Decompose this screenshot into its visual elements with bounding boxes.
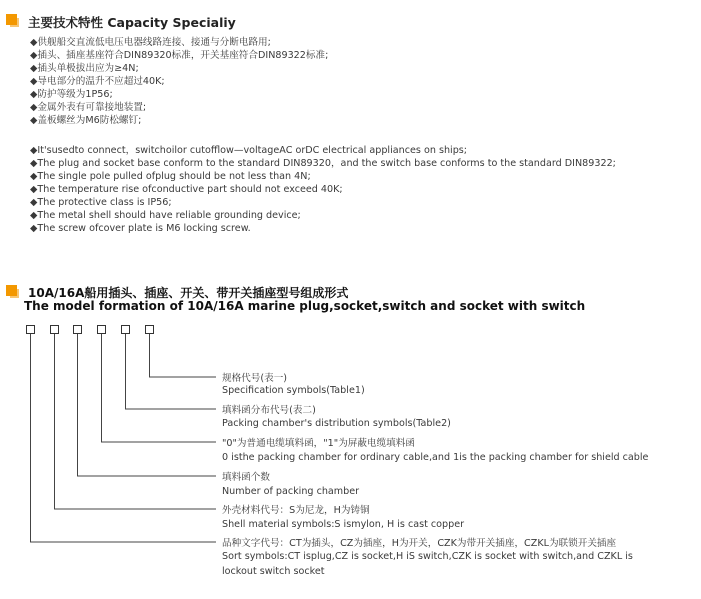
bullet-en-5: ◆The protective class is IP56; (30, 197, 172, 208)
bullet-en-4: ◆The temperature rise ofconductive part should not exceed 40K; (30, 184, 343, 195)
bullet-cn-5: ◆防护等级为1P56; (30, 89, 113, 100)
label-sort-cn: 品种文字代号：CT为插头，CZ为插座，H为开关，CZK为带开关插座，CZKL为联锁开关插座 (222, 538, 617, 549)
bullet-en-7: ◆The screw ofcover plate is M6 locking screw. (30, 223, 251, 234)
label-chamber-type-en: 0 isthe packing chamber for ordinary cable,and 1is the packing chamber for shield cable (222, 452, 649, 463)
label-spec-cn: 规格代号(表一) (222, 373, 288, 384)
label-chamber-type-cn: "0"为普通电缆填料函，"1"为屏蔽电缆填料函 (222, 438, 415, 449)
bullet-cn-4: ◆导电部分的温升不应超过40K; (30, 76, 165, 87)
bullet-en-6: ◆The metal shell should have reliable grounding device; (30, 210, 301, 221)
label-distribution-cn: 填料函分布代号(表二) (222, 405, 316, 416)
label-chamber-count-cn: 填料函个数 (222, 472, 270, 483)
label-shell-en: Shell material symbols:S ismylon, H is cast copper (222, 519, 465, 530)
bullet-cn-7: ◆盖板螺丝为M6防松螺钉; (30, 115, 142, 126)
label-chamber-count-en: Number of packing chamber (222, 486, 360, 497)
bullet-cn-1: ◆供舰船交直流低电压电器线路连接、接通与分断电路用; (30, 37, 271, 48)
section2-title-cn: 10A/16A船用插头、插座、开关、带开关插座型号组成形式 (28, 286, 349, 300)
bullet-en-1: ◆It'susedto connect，switchoilor cutofflow—voltageAC orDC electrical appliances on ships; (30, 145, 468, 156)
bullet-en-3: ◆The single pole pulled ofplug should be not less than 4N; (30, 171, 311, 182)
bullet-cn-3: ◆插头单极拔出应为≥4N; (30, 63, 139, 74)
label-sort-en: Sort symbols:CT isplug,CZ is socket,H iS switch,CZK is socket with switch,and CZKL is (222, 551, 633, 562)
label-distribution-en: Packing chamber's distribution symbols(Table2) (222, 418, 451, 429)
section1-title: 主要技术特性 Capacity Specialiy (28, 15, 236, 30)
label-shell-cn: 外壳材料代号：S为尼龙，H为铸铜 (222, 505, 370, 516)
bullet-en-2: ◆The plug and socket base conform to the standard DIN89320，and the switch base conforms to the standard DIN89322; (30, 158, 616, 169)
bullet-cn-6: ◆金属外表有可靠接地装置; (30, 102, 147, 113)
bullet-cn-2: ◆插头、插座基座符合DIN89320标准，开关基座符合DIN89322标准; (30, 50, 329, 61)
label-spec-en: Specification symbols(Table1) (222, 385, 365, 396)
section2-title-en: The model formation of 10A/16A marine plug,socket,switch and socket with switch (24, 299, 586, 313)
label-sort-en-2: lockout switch socket (222, 566, 325, 577)
